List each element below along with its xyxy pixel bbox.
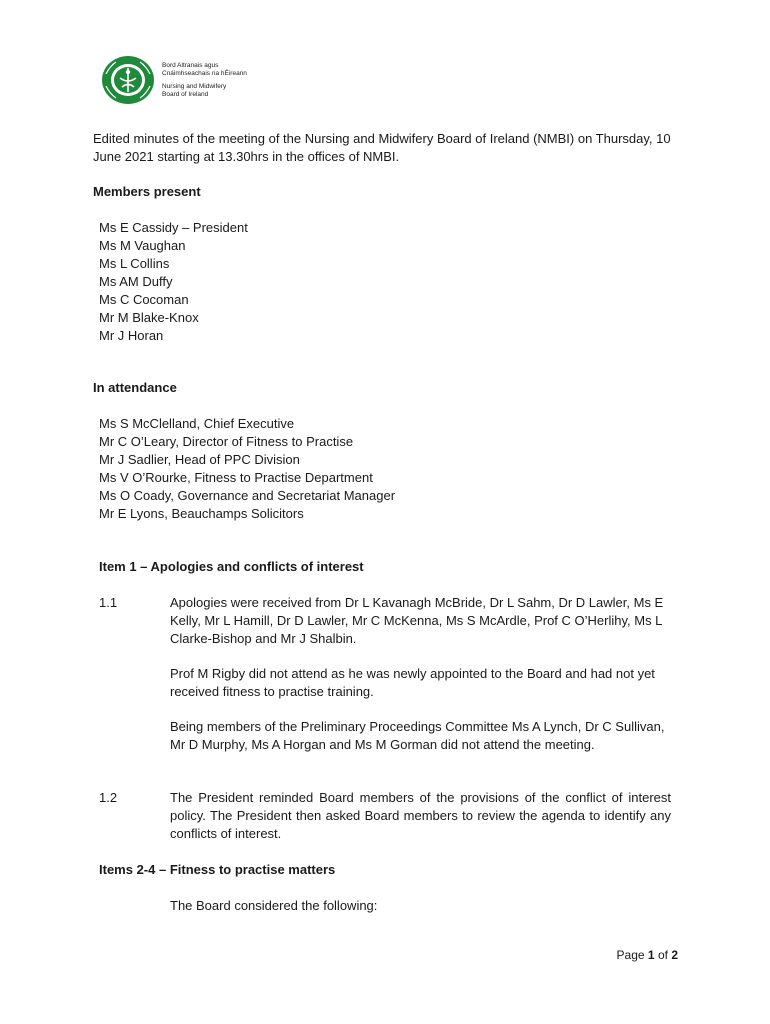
item-2-intro — [99, 897, 671, 932]
attendee-item: Ms S McClelland, Chief Executive — [99, 416, 295, 431]
member-item: Ms E Cassidy – President — [99, 220, 248, 235]
logo-line-english-2: Board of Ireland — [162, 90, 209, 98]
nmbi-logo — [100, 54, 247, 106]
item-number: 1.2 — [99, 790, 118, 805]
item2-heading: Items 2-4 – Fitness to practise matters — [99, 862, 336, 877]
member-item: Mr J Horan — [99, 328, 164, 343]
logo-line-english-1: Nursing and Midwifery — [162, 82, 227, 90]
document-title: Edited minutes of the meeting of the Nursing and Midwifery Board of Ireland (NMBI) on Thursday, 10 June 2021 starting at 13.30hrs in the offices of NMBI. — [93, 131, 671, 164]
item-1-1-paragraph-2: Prof M Rigby did not attend as he was newly appointed to the Board and had not yet received fitness to practise training. — [170, 666, 655, 699]
item-1-1 — [99, 594, 671, 771]
member-item: Ms C Cocoman — [99, 292, 189, 307]
attendee-item: Mr E Lyons, Beauchamps Solicitors — [99, 506, 304, 521]
item-number: 1.1 — [99, 595, 118, 610]
nmbi-emblem-icon — [100, 54, 156, 106]
attendance-list — [99, 415, 395, 523]
total-pages: 2 — [671, 948, 678, 962]
member-item: Ms L Collins — [99, 256, 170, 271]
item1-heading: Item 1 – Apologies and conflicts of interest — [99, 559, 364, 574]
attendee-item: Ms O Coady, Governance and Secretariat Manager — [99, 488, 396, 503]
members-list — [99, 219, 248, 345]
page-number — [617, 948, 678, 962]
member-item: Mr M Blake-Knox — [99, 310, 199, 325]
logo-line-irish-2: Cnáimhseachais na hÉireann — [162, 69, 247, 77]
logo-line-irish-1: Bord Altranais agus — [162, 61, 219, 69]
item-1-1-paragraph-3: Being members of the Preliminary Proceedings Committee Ms A Lynch, Dr C Sullivan, Mr D Murphy, Ms A Horgan and Ms M Gorman did not attend the meeting. — [170, 719, 665, 752]
item-1-1-paragraph-1: Apologies were received from Dr L Kavanagh McBride, Dr L Sahm, Dr D Lawler, Ms E Kelly, Mr L Hamill, Dr D Lawler, Mr C McKenna, Ms S McArdle, Prof C O’Herlihy, Ms L Clarke-Bishop and Mr J Shalbin. — [170, 595, 664, 646]
member-item: Ms AM Duffy — [99, 274, 173, 289]
item-1-2-paragraph-1: The President reminded Board members of the provisions of the conflict of interest policy. The President then asked Board members to review the agenda to identify any conflicts of interest. — [170, 790, 671, 841]
item-2-paragraph-1: The Board considered the following: — [170, 898, 378, 913]
members-heading: Members present — [93, 184, 201, 199]
attendee-item: Ms V O’Rourke, Fitness to Practise Department — [99, 470, 373, 485]
item-1-2 — [99, 789, 671, 860]
attendee-item: Mr J Sadlier, Head of PPC Division — [99, 452, 300, 467]
member-item: Ms M Vaughan — [99, 238, 186, 253]
attendance-heading: In attendance — [93, 380, 177, 395]
logo-wordmark — [162, 62, 247, 99]
of-word: of — [657, 948, 668, 962]
attendee-item: Mr C O’Leary, Director of Fitness to Practise — [99, 434, 354, 449]
page-word: Page — [616, 948, 645, 962]
current-page: 1 — [647, 948, 655, 962]
